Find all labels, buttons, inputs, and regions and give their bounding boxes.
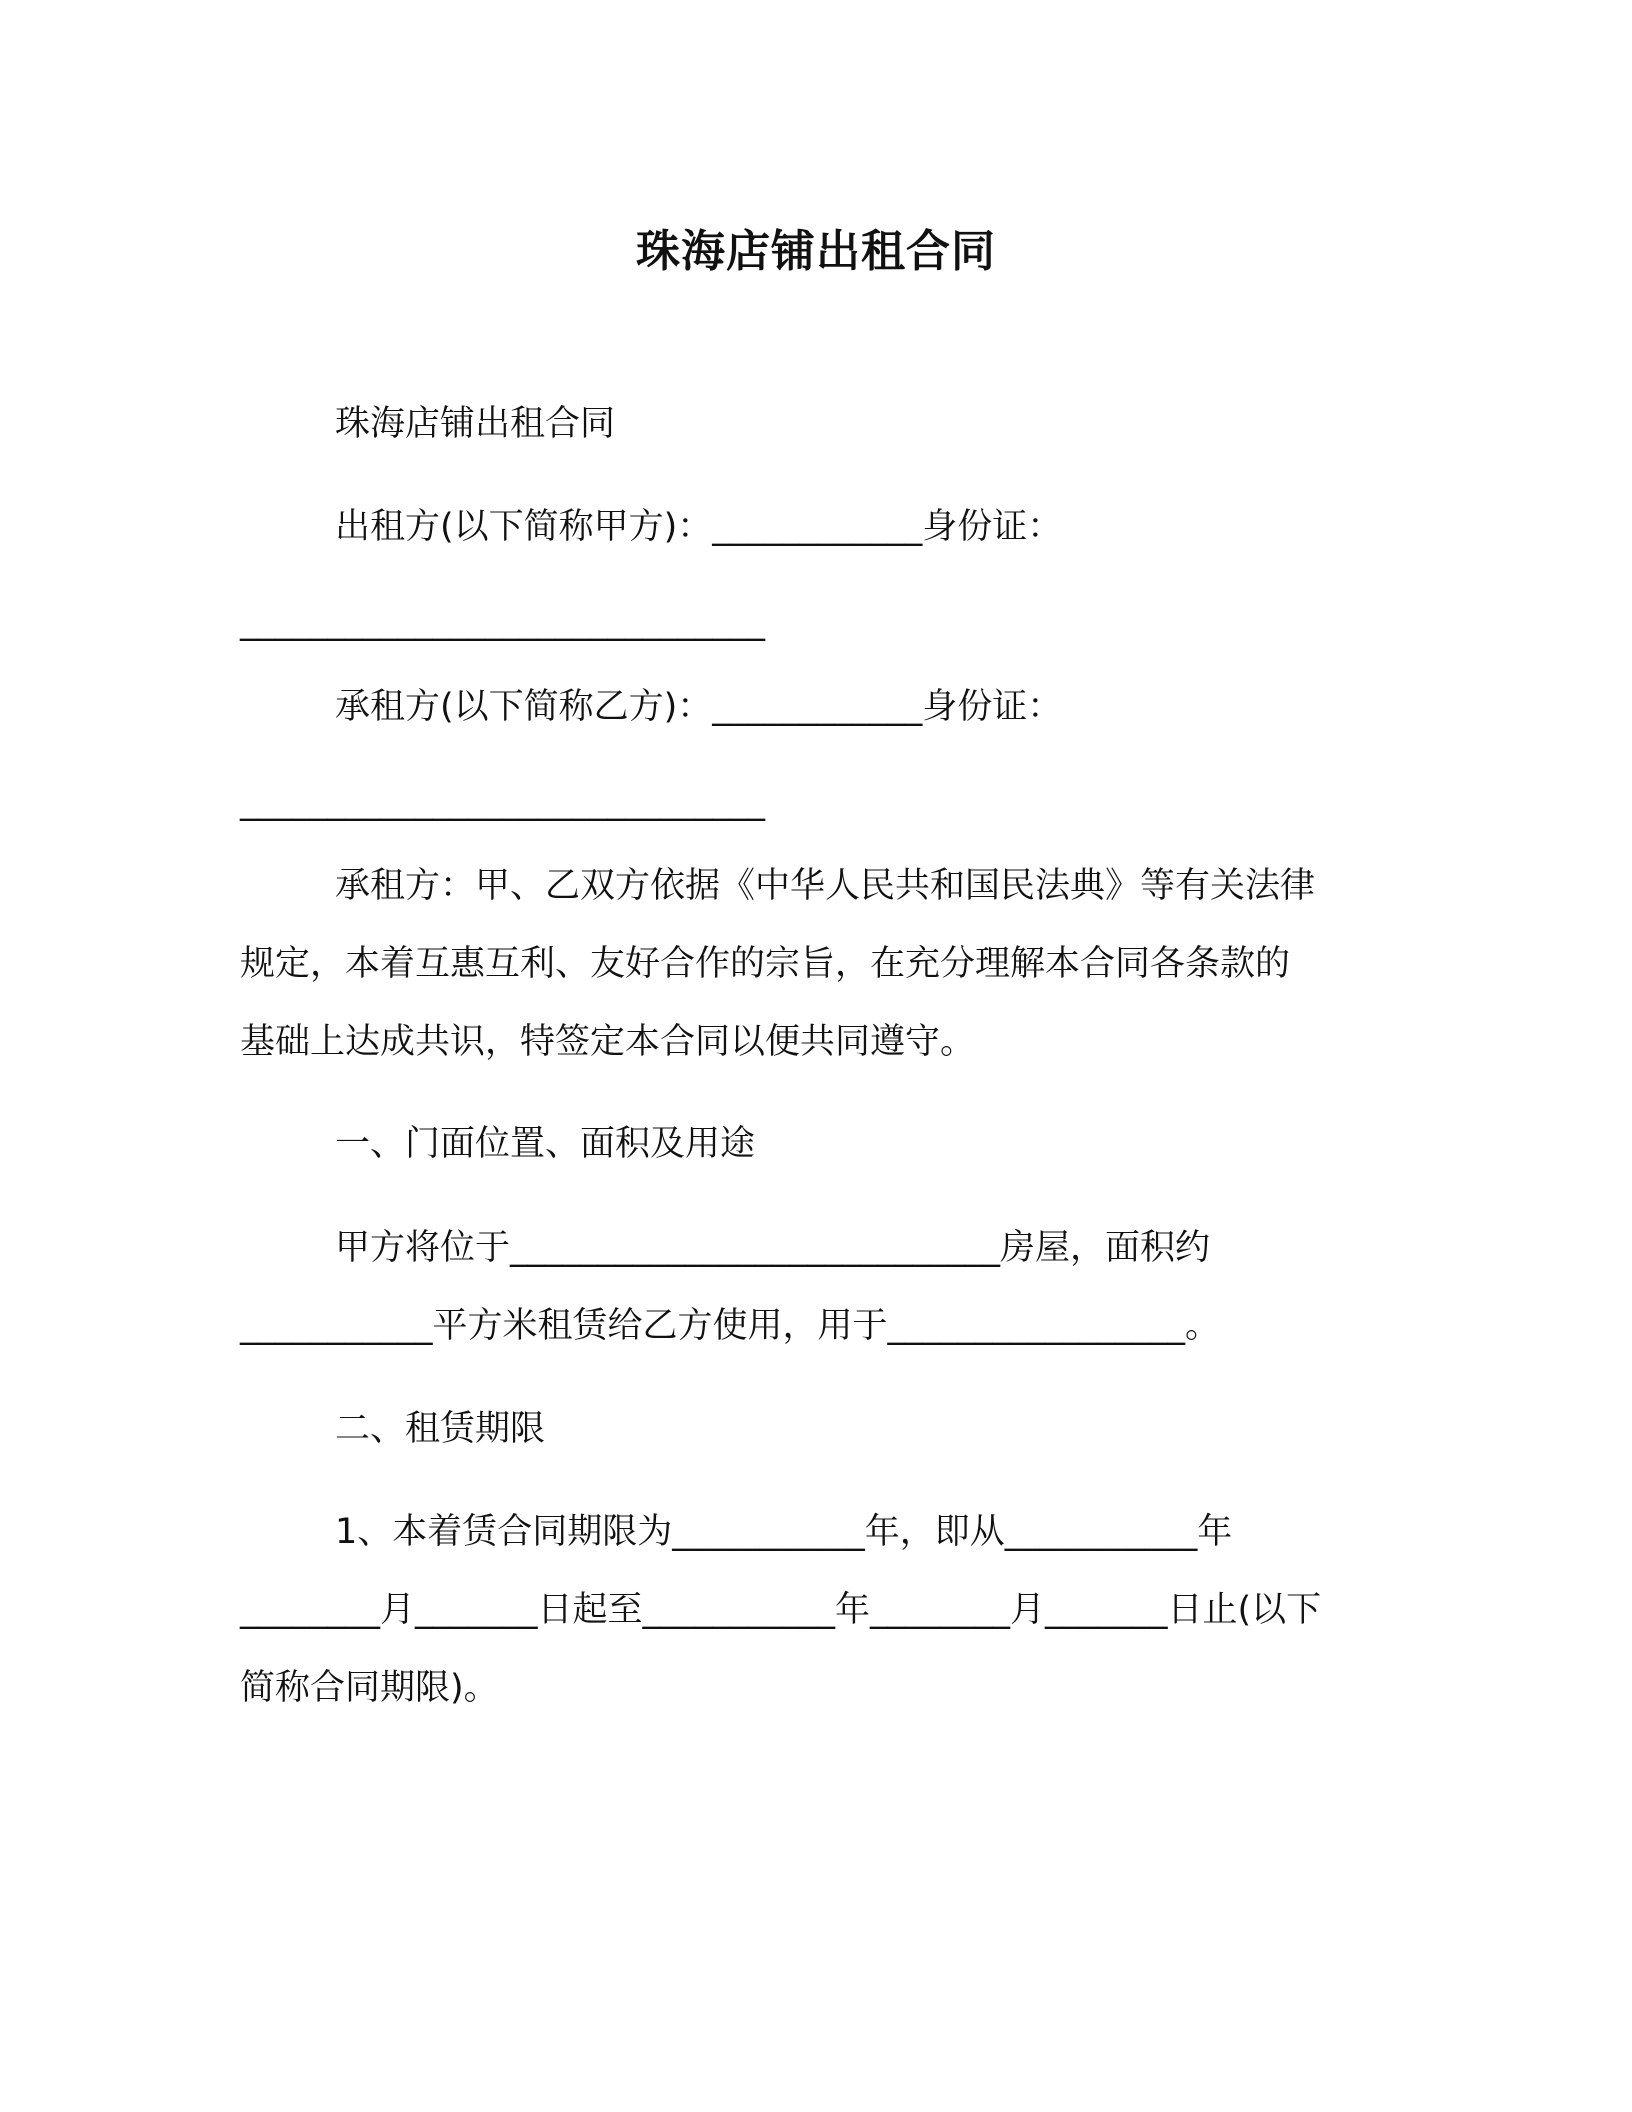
preamble-line-1: 承租方：甲、乙双方依据《中华人民共和国民法典》等有关法律: [335, 866, 1316, 906]
subtitle: 珠海店铺出租合同: [335, 404, 616, 444]
section-1-heading: 一、门面位置、面积及用途: [335, 1124, 756, 1164]
section-2-line-1: 1、本着赁合同期限为___________年，即从___________年: [335, 1512, 1233, 1552]
lessee-id-blank: ______________________________: [240, 782, 765, 822]
preamble-line-3: 基础上达成共识，特签定本合同以便共同遵守。: [240, 1022, 976, 1062]
preamble-line-2: 规定，本着互惠互利、友好合作的宗旨，在充分理解本合同各条款的: [240, 944, 1291, 984]
section-2-heading: 二、租赁期限: [335, 1409, 546, 1449]
section-2-line-2: ________月_______日起至___________年________月_______日止(以下: [240, 1590, 1322, 1630]
section-1-line-1: 甲方将位于____________________________房屋，面积约: [335, 1228, 1211, 1268]
lessor-id-blank: ______________________________: [240, 602, 765, 642]
document-title: 珠海店铺出租合同: [636, 226, 996, 277]
lessee-line: 承租方(以下简称乙方)：____________身份证：: [335, 687, 1063, 727]
section-2-line-3: 简称合同期限)。: [240, 1668, 499, 1708]
section-1-line-2: ___________平方米租赁给乙方使用，用于_________________。: [240, 1306, 1221, 1346]
lessor-line: 出租方(以下简称甲方)：____________身份证：: [335, 507, 1063, 547]
